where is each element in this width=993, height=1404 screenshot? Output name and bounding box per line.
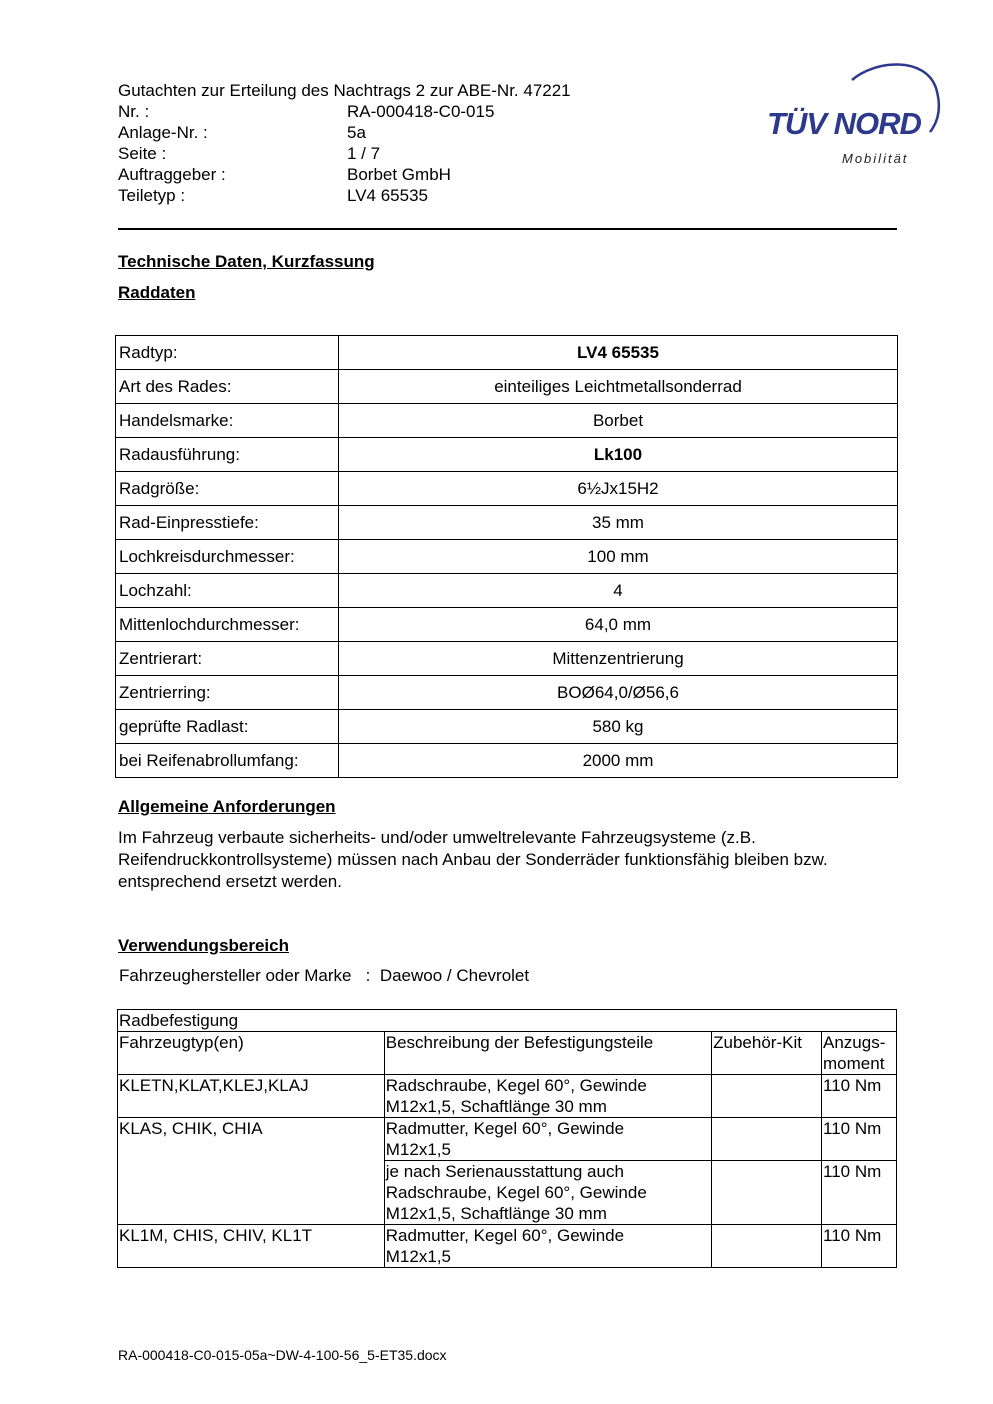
row-value: 4: [339, 574, 898, 608]
header-row: [118, 185, 678, 206]
table-row: [116, 574, 898, 608]
row-value: 35 mm: [339, 506, 898, 540]
cell-line: M12x1,5: [385, 1140, 451, 1159]
anforderungen-paragraph: [118, 827, 898, 893]
header-value: RA-000418-C0-015: [347, 102, 495, 121]
table-row: [118, 1118, 897, 1161]
cell-line: Radmutter, Kegel 60°, Gewinde: [385, 1119, 625, 1138]
header-value: Borbet GmbH: [347, 165, 451, 184]
table-header-row: [118, 1032, 897, 1075]
paragraph-line: Im Fahrzeug verbaute sicherheits- und/oder umweltrelevante Fahrzeugsysteme (z.B.: [118, 828, 756, 847]
kit-cell: [712, 1161, 822, 1225]
cell-line: M12x1,5, Schaftlänge 30 mm: [385, 1204, 607, 1223]
table-row: [116, 744, 898, 778]
paragraph-line: Reifendruckkontrollsysteme) müssen nach Anbau der Sonderräder funktionsfähig bleiben bzw.: [118, 850, 828, 869]
row-label: Lochkreisdurchmesser:: [116, 540, 339, 574]
row-label: geprüfte Radlast:: [116, 710, 339, 744]
header-row: [118, 164, 678, 185]
row-value: Borbet: [339, 404, 898, 438]
beschreibung-cell: [384, 1118, 711, 1161]
table-row: [116, 608, 898, 642]
table-row: [116, 472, 898, 506]
header-label: Nr. :: [118, 102, 150, 121]
raddaten-table: [115, 335, 898, 778]
row-value: LV4 65535: [339, 336, 898, 370]
header-anzugsmoment: [822, 1032, 897, 1075]
header-row: [118, 101, 678, 122]
logo-wordmark: TÜV NORD: [767, 106, 921, 141]
header-line: Anzugs-: [823, 1033, 886, 1052]
table-row: [116, 676, 898, 710]
row-label: Rad-Einpresstiefe:: [116, 506, 339, 540]
table-title-row: [118, 1010, 897, 1032]
beschreibung-cell: [384, 1075, 711, 1118]
row-value: 2000 mm: [339, 744, 898, 778]
table-row: [116, 710, 898, 744]
row-value: 64,0 mm: [339, 608, 898, 642]
moment-cell: 110 Nm: [822, 1118, 897, 1161]
fahrzeugtyp-cell: KL1M, CHIS, CHIV, KL1T: [118, 1225, 385, 1268]
header-divider: [118, 228, 897, 230]
table-row: [116, 336, 898, 370]
kit-cell: [712, 1225, 822, 1268]
row-value: BOØ64,0/Ø56,6: [339, 676, 898, 710]
row-label: Art des Rades:: [116, 370, 339, 404]
row-value: 6½Jx15H2: [339, 472, 898, 506]
moment-cell: 110 Nm: [822, 1225, 897, 1268]
cell-line: Radmutter, Kegel 60°, Gewinde: [385, 1226, 625, 1245]
hersteller-separator: :: [365, 966, 371, 985]
radbefestigung-table: [117, 1009, 897, 1268]
cell-line: M12x1,5: [385, 1247, 451, 1266]
table-row: [116, 370, 898, 404]
header-value: LV4 65535: [347, 186, 428, 205]
header-line: moment: [823, 1054, 885, 1073]
footer-filename: RA-000418-C0-015-05a~DW-4-100-56_5-ET35.docx: [118, 1347, 447, 1363]
kit-cell: [712, 1075, 822, 1118]
header-value: 5a: [347, 123, 366, 142]
row-value: 100 mm: [339, 540, 898, 574]
header-row: [118, 143, 678, 164]
hersteller-value: Daewoo / Chevrolet: [379, 966, 530, 985]
cell-line: M12x1,5, Schaftlänge 30 mm: [385, 1097, 607, 1116]
header-fahrzeugtyp: Fahrzeugtyp(en): [118, 1032, 385, 1075]
cell-line: Radschraube, Kegel 60°, Gewinde: [385, 1076, 647, 1095]
cell-line: Radschraube, Kegel 60°, Gewinde: [385, 1183, 647, 1202]
hersteller-line: [119, 966, 529, 986]
paragraph-line: entsprechend ersetzt werden.: [118, 872, 342, 891]
table-row: [116, 642, 898, 676]
document-title: Gutachten zur Erteilung des Nachtrags 2 zur ABE-Nr. 47221: [118, 81, 571, 100]
table-row: [116, 438, 898, 472]
table-row: [116, 404, 898, 438]
section-heading-verwendungsbereich: Verwendungsbereich: [118, 936, 289, 955]
cell-line: je nach Serienausstattung auch: [385, 1162, 624, 1181]
hersteller-label: Fahrzeughersteller oder Marke: [119, 966, 352, 985]
table-title: Radbefestigung: [118, 1010, 897, 1032]
row-label: Mittenlochdurchmesser:: [116, 608, 339, 642]
row-value: Mittenzentrierung: [339, 642, 898, 676]
row-label: bei Reifenabrollumfang:: [116, 744, 339, 778]
tuev-nord-logo: [760, 58, 945, 173]
table-row: [118, 1075, 897, 1118]
row-label: Radtyp:: [116, 336, 339, 370]
section-heading-raddaten: Raddaten: [118, 283, 196, 302]
moment-cell: 110 Nm: [822, 1075, 897, 1118]
table-row: [116, 506, 898, 540]
logo-subtitle: Mobilität: [842, 151, 909, 166]
header-label: Anlage-Nr. :: [118, 123, 208, 142]
row-label: Zentrierart:: [116, 642, 339, 676]
header-label: Teiletyp :: [118, 186, 186, 205]
row-label: Handelsmarke:: [116, 404, 339, 438]
row-value: Lk100: [339, 438, 898, 472]
row-label: Radausführung:: [116, 438, 339, 472]
row-label: Radgröße:: [116, 472, 339, 506]
moment-cell: 110 Nm: [822, 1161, 897, 1225]
table-row: [116, 540, 898, 574]
beschreibung-cell: [384, 1225, 711, 1268]
row-label: Lochzahl:: [116, 574, 339, 608]
header-label: Seite :: [118, 144, 167, 163]
table-row: [118, 1225, 897, 1268]
kit-cell: [712, 1118, 822, 1161]
beschreibung-cell: [384, 1161, 711, 1225]
row-value: einteiliges Leichtmetallsonderrad: [339, 370, 898, 404]
header-beschreibung: Beschreibung der Befestigungsteile: [384, 1032, 711, 1075]
fahrzeugtyp-cell: KLAS, CHIK, CHIA: [118, 1118, 385, 1225]
header-zubehoer-kit: Zubehör-Kit: [712, 1032, 822, 1075]
fahrzeugtyp-cell: KLETN,KLAT,KLEJ,KLAJ: [118, 1075, 385, 1118]
section-heading-technische-daten: Technische Daten, Kurzfassung: [118, 252, 375, 271]
row-label: Zentrierring:: [116, 676, 339, 710]
document-header: [118, 80, 678, 206]
row-value: 580 kg: [339, 710, 898, 744]
header-label: Auftraggeber :: [118, 165, 226, 184]
header-value: 1 / 7: [347, 144, 381, 163]
header-row: [118, 122, 678, 143]
section-heading-anforderungen: Allgemeine Anforderungen: [118, 797, 336, 816]
